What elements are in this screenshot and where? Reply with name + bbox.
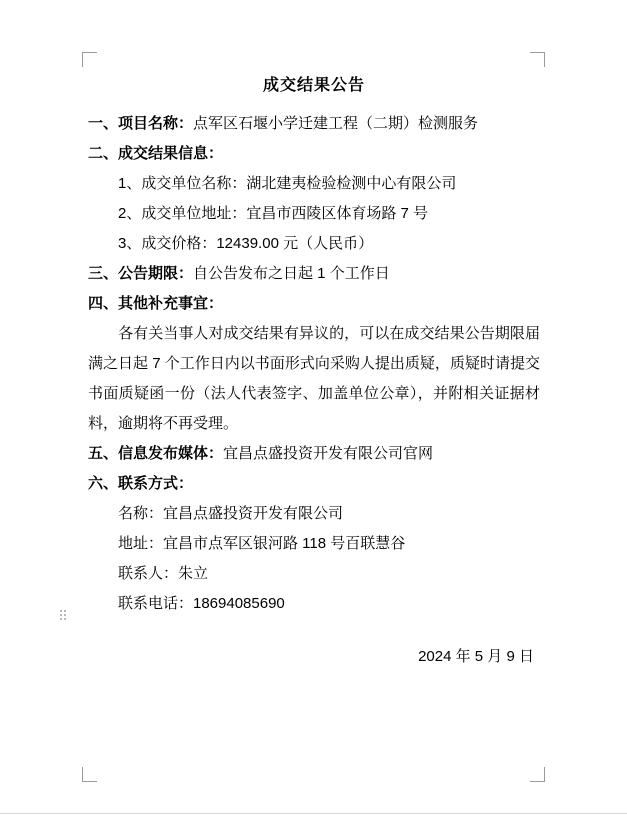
page-bottom-divider (0, 813, 627, 814)
section-result-info-label: 二、成交结果信息： (88, 145, 224, 162)
section-supplement-label: 四、其他补充事宜： (88, 295, 224, 312)
section-media (88, 439, 540, 469)
section-project-name-label: 一、项目名称： (88, 115, 194, 132)
section-notice-period (88, 259, 540, 289)
crop-mark-top-right (530, 52, 545, 67)
contact-person: 联系人：朱立 (118, 565, 209, 582)
contact-name: 名称：宜昌点盛投资开发有限公司 (118, 505, 344, 522)
section-supplement (88, 289, 540, 319)
crop-mark-bottom-left (82, 767, 97, 782)
section-media-value: 宜昌点盛投资开发有限公司官网 (223, 445, 434, 462)
section-contact-label: 六、联系方式： (88, 475, 194, 492)
crop-mark-bottom-right (530, 767, 545, 782)
page-title: 成交结果公告 (262, 77, 365, 94)
section-notice-period-label: 三、公告期限： (88, 265, 194, 282)
section-result-info (88, 139, 540, 169)
crop-mark-top-left (82, 52, 97, 67)
section-project-name (88, 109, 540, 139)
result-item-address: 2、成交单位地址：宜昌市西陵区体育场路 7 号 (118, 205, 429, 222)
section-contact (88, 469, 540, 499)
drag-handle-icon[interactable] (60, 610, 68, 622)
result-item-name: 1、成交单位名称：湖北建夷检验检测中心有限公司 (118, 175, 457, 192)
section-project-name-value: 点军区石堰小学迁建工程（二期）检测服务 (193, 115, 479, 132)
section-notice-period-value: 自公告发布之日起 1 个工作日 (193, 265, 390, 282)
supplement-paragraph-text: 各有关当事人对成交结果有异议的，可以在成交结果公告期限届满之日起 7 个工作日内以书面形式向采购人提出质疑，质疑时请提交书面质疑函一份（法人代表签字、加盖单位公章），并附相关证据材料，逾期将不再受理。 (88, 325, 540, 432)
contact-address: 地址：宜昌市点军区银河路 118 号百联慧谷 (118, 535, 406, 552)
contact-phone: 联系电话：18694085690 (118, 595, 285, 612)
result-item-price: 3、成交价格：12439.00 元（人民币） (118, 235, 374, 252)
document-body (88, 72, 540, 666)
supplement-paragraph (88, 319, 540, 439)
document-date: 2024 年 5 月 9 日 (418, 648, 534, 665)
section-media-label: 五、信息发布媒体： (88, 445, 224, 462)
